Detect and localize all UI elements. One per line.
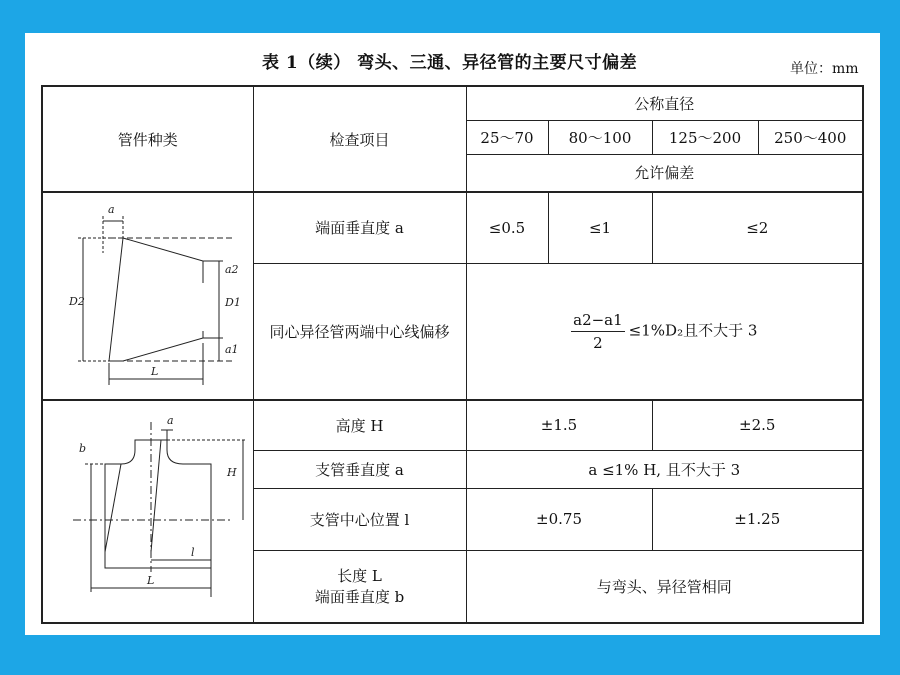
header-check-item: 检查项目: [253, 86, 466, 192]
reducer-diagram: [43, 193, 254, 399]
label-D2: D2: [69, 295, 85, 308]
value-height-small: ±1.5: [466, 400, 652, 450]
reducer-figure-cell: [42, 192, 253, 400]
value-end-perp-80-100: ≤1: [548, 192, 652, 263]
value-end-perp-125-400: ≤2: [652, 192, 863, 263]
label-l: l: [191, 546, 195, 559]
label-a1: a1: [225, 343, 239, 356]
value-length-end: 与弯头、异径管相同: [466, 550, 863, 623]
label-D1: D1: [225, 296, 241, 309]
row-branch-perpendicularity: 支管垂直度 a: [253, 450, 466, 488]
value-branch-center-small: ±0.75: [466, 488, 652, 550]
value-height-large: ±2.5: [652, 400, 863, 450]
value-branch-perpendicularity: a ≤1% H, 且不大于 3: [466, 450, 863, 488]
tee-diagram: [43, 402, 254, 621]
range-250-400: 250～400: [758, 120, 863, 154]
label-L-tee: L: [147, 574, 155, 587]
fraction-denominator: 2: [593, 333, 603, 352]
row-end-b-label: 端面垂直度 b: [314, 588, 405, 607]
label-L-reducer: L: [151, 365, 159, 378]
row-branch-center: 支管中心位置 l: [253, 488, 466, 550]
row-center-offset: 同心异径管两端中心线偏移: [253, 263, 466, 400]
row-length-end: [253, 550, 466, 623]
row-end-perpendicularity: 端面垂直度 a: [253, 192, 466, 263]
range-125-200: 125～200: [652, 120, 758, 154]
fraction-numerator: a2−a1: [571, 311, 625, 332]
header-nominal-diameter: 公称直径: [466, 86, 863, 120]
range-25-70: 25～70: [466, 120, 548, 154]
value-center-offset: [466, 263, 863, 400]
value-branch-center-large: ±1.25: [652, 488, 863, 550]
label-H: H: [227, 466, 237, 479]
range-80-100: 80～100: [548, 120, 652, 154]
unit-label: 单位：mm: [790, 61, 859, 77]
label-b: b: [79, 442, 87, 455]
header-pipe-type: 管件种类: [42, 86, 253, 192]
label-a-tee: a: [167, 414, 174, 427]
row-length-label: 长度 L: [337, 567, 382, 586]
tee-figure-cell: [42, 400, 253, 623]
label-a-reducer: a: [108, 203, 115, 216]
table-title: 表 1（续） 弯头、三通、异径管的主要尺寸偏差: [262, 53, 638, 73]
dimension-table: [41, 85, 864, 624]
value-end-perp-25-70: ≤0.5: [466, 192, 548, 263]
formula-tail: ≤1%D₂且不大于 3: [628, 321, 758, 340]
row-height: 高度 H: [253, 400, 466, 450]
label-a2: a2: [225, 263, 239, 276]
offset-fraction: [571, 311, 625, 352]
header-tolerance: 允许偏差: [466, 154, 863, 192]
